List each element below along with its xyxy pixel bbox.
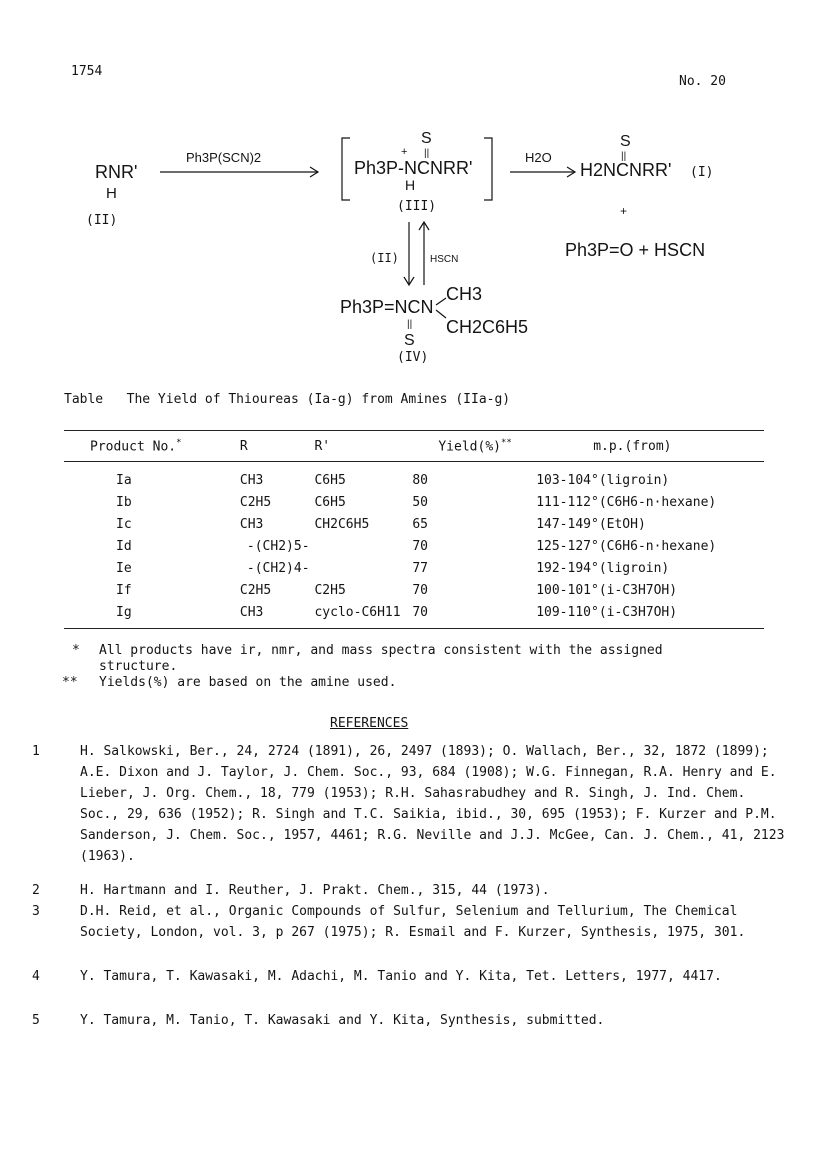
cell-yield: 77 xyxy=(412,560,429,576)
reference-item xyxy=(32,1010,792,1031)
cell-mp: 100-101°(i-C3H7OH) xyxy=(536,582,678,598)
cell-r-prime: CH2C6H5 xyxy=(314,516,370,532)
plus-sign: + xyxy=(620,204,628,218)
bond-down xyxy=(436,310,446,318)
cell-product: Ia xyxy=(116,472,132,488)
cell-r: C2H5 xyxy=(239,494,272,510)
bracket-left xyxy=(342,138,350,200)
cell-mp: 147-149°(EtOH) xyxy=(536,516,646,532)
cell-yield: 80 xyxy=(412,472,429,488)
cell-yield: 65 xyxy=(412,516,429,532)
side-product-ch3: CH3 xyxy=(446,284,483,304)
reference-item xyxy=(32,901,792,943)
header-yield-text: Yield(%) xyxy=(438,439,501,455)
footnote-1: All products have ir, nmr, and mass spectra consistent with the assigned structure. xyxy=(99,643,663,674)
intermediate-charge: + xyxy=(401,146,408,158)
footnote-1-marker: * xyxy=(72,643,80,658)
reference-item xyxy=(32,880,792,901)
cell-product: If xyxy=(116,582,132,598)
cell-r-prime: C6H5 xyxy=(314,494,346,510)
reference-text: H. Salkowski, Ber., 24, 2724 (1891), 26, 2497 (1893); O. Wallach, Ber., 32, 1872 (1899); A.E. Dixon and J. Taylor, J. Chem. Soc., 93, 684 (1908); W.G. Finnegan, R.A. Henry and E. Lieber, J. Org. Chem., 18, 779 (1953); R.H. Sahasrabudhey and R. Singh, J. Ind. Chem. Soc., 29, 636 (1952); R. Singh and T.C. Saikia, ibid., 30, 695 (1953); F. Kurzer and P.M. Sanderson, J. Chem. Soc., 1957, 4461; R.G. Neville and J.J. McGee, Can. J. Chem., 41, 2123 (1963). xyxy=(80,744,785,864)
reaction-scheme xyxy=(0,0,816,370)
intermediate-h: H xyxy=(405,177,416,193)
intermediate-label: (III) xyxy=(397,199,437,214)
cell-r: CH3 xyxy=(239,472,264,488)
byproducts: Ph3P=O + HSCN xyxy=(565,240,706,260)
cell-yield: 70 xyxy=(412,538,429,554)
footnote-2-marker: ** xyxy=(62,675,78,690)
reactant-formula: RNR' xyxy=(95,162,138,182)
product-label: (I) xyxy=(690,165,714,180)
reference-number: 4 xyxy=(32,969,40,984)
cell-r-prime: C2H5 xyxy=(314,582,346,598)
header-product-no: Product No.* xyxy=(64,431,239,462)
cell-yield: 70 xyxy=(402,601,535,629)
cell-product: Ic xyxy=(116,516,132,532)
cell-product: Ig xyxy=(64,601,239,629)
table-row xyxy=(64,579,764,601)
header-r-prime: R' xyxy=(313,431,402,462)
header-r: R xyxy=(239,431,314,462)
reference-number: 5 xyxy=(32,1013,40,1028)
double-bond-mark: || xyxy=(407,319,413,330)
cell-yield: 50 xyxy=(412,494,429,510)
table-row xyxy=(64,601,764,629)
water-label: H2O xyxy=(525,150,552,165)
reference-item xyxy=(32,966,792,987)
cell-product: Id xyxy=(116,538,132,554)
cell-mp: 111-112°(C6H6-n·hexane) xyxy=(536,494,717,510)
reference-text: D.H. Reid, et al., Organic Compounds of Sulfur, Selenium and Tellurium, The Chemical Society, London, vol. 3, p 267 (1975); R. Esmail and F. Kurzer, Synthesis, 1975, 301. xyxy=(80,904,746,940)
side-product-ch2: CH2C6H5 xyxy=(446,317,529,337)
table-row xyxy=(64,462,764,492)
reference-number: 3 xyxy=(32,904,40,919)
cell-product: Ib xyxy=(116,494,132,510)
cell-mp: 109-110°(i-C3H7OH) xyxy=(535,601,764,629)
cell-r: C2H5 xyxy=(239,582,272,598)
intermediate-s: S xyxy=(421,130,432,147)
cell-r: -(CH2)5- xyxy=(246,538,310,554)
double-bond-mark: || xyxy=(621,151,627,162)
cell-mp: 125-127°(C6H6-n·hexane) xyxy=(536,538,717,554)
reactant-h: H xyxy=(106,185,117,202)
down-arrow-label: (II) xyxy=(370,251,399,265)
header-yield: Yield(%)** xyxy=(402,431,535,462)
header-mp: m.p.(from) xyxy=(535,431,764,462)
bracket-right xyxy=(484,138,492,200)
cell-r-prime: C6H5 xyxy=(314,472,346,488)
table-row xyxy=(64,491,764,513)
cell-r-prime: cyclo-C6H11 xyxy=(313,601,402,629)
up-arrow-label: HSCN xyxy=(430,254,459,265)
reference-item xyxy=(32,741,792,867)
table-row xyxy=(64,535,764,557)
header-product-no-text: Product No. xyxy=(90,439,177,455)
reference-number: 1 xyxy=(32,744,40,759)
intermediate-formula: Ph3P-NCNRR' xyxy=(354,158,473,178)
table-row xyxy=(64,557,764,579)
cell-r-prime xyxy=(313,557,402,579)
side-product-s: S xyxy=(404,332,415,349)
yield-table xyxy=(64,430,764,629)
product-formula: H2NCNRR' xyxy=(580,160,672,180)
issue-number: No. 20 xyxy=(679,74,726,89)
table-row xyxy=(64,513,764,535)
references-heading: REFERENCES xyxy=(330,716,409,731)
side-product-formula: Ph3P=NCN xyxy=(340,297,434,317)
cell-r-prime xyxy=(313,535,402,557)
reference-text: Y. Tamura, T. Kawasaki, M. Adachi, M. Tanio and Y. Kita, Tet. Letters, 1977, 4417. xyxy=(80,969,722,984)
reference-text: H. Hartmann and I. Reuther, J. Prakt. Chem., 315, 44 (1973). xyxy=(80,883,550,898)
footnote-2: Yields(%) are based on the amine used. xyxy=(99,675,397,690)
cell-r: CH3 xyxy=(239,516,264,532)
table-caption: Table The Yield of Thioureas (Ia-g) from Amines (IIa-g) xyxy=(64,392,511,407)
cell-product: Ie xyxy=(116,560,132,576)
cell-mp: 103-104°(ligroin) xyxy=(536,472,670,488)
bond-up xyxy=(436,298,446,305)
cell-mp: 192-194°(ligroin) xyxy=(536,560,670,576)
cell-r: CH3 xyxy=(239,601,314,629)
reference-number: 2 xyxy=(32,883,40,898)
reagent-label: Ph3P(SCN)2 xyxy=(186,150,262,165)
side-product-label: (IV) xyxy=(397,350,429,365)
cell-yield: 70 xyxy=(412,582,429,598)
cell-r: -(CH2)4- xyxy=(246,560,310,576)
reference-text: Y. Tamura, M. Tanio, T. Kawasaki and Y. Kita, Synthesis, submitted. xyxy=(80,1013,605,1028)
double-bond-mark: || xyxy=(424,148,430,159)
reactant-label: (II) xyxy=(86,213,118,228)
table-header-row xyxy=(64,431,764,462)
product-s: S xyxy=(620,133,631,150)
page-number: 1754 xyxy=(71,64,103,79)
